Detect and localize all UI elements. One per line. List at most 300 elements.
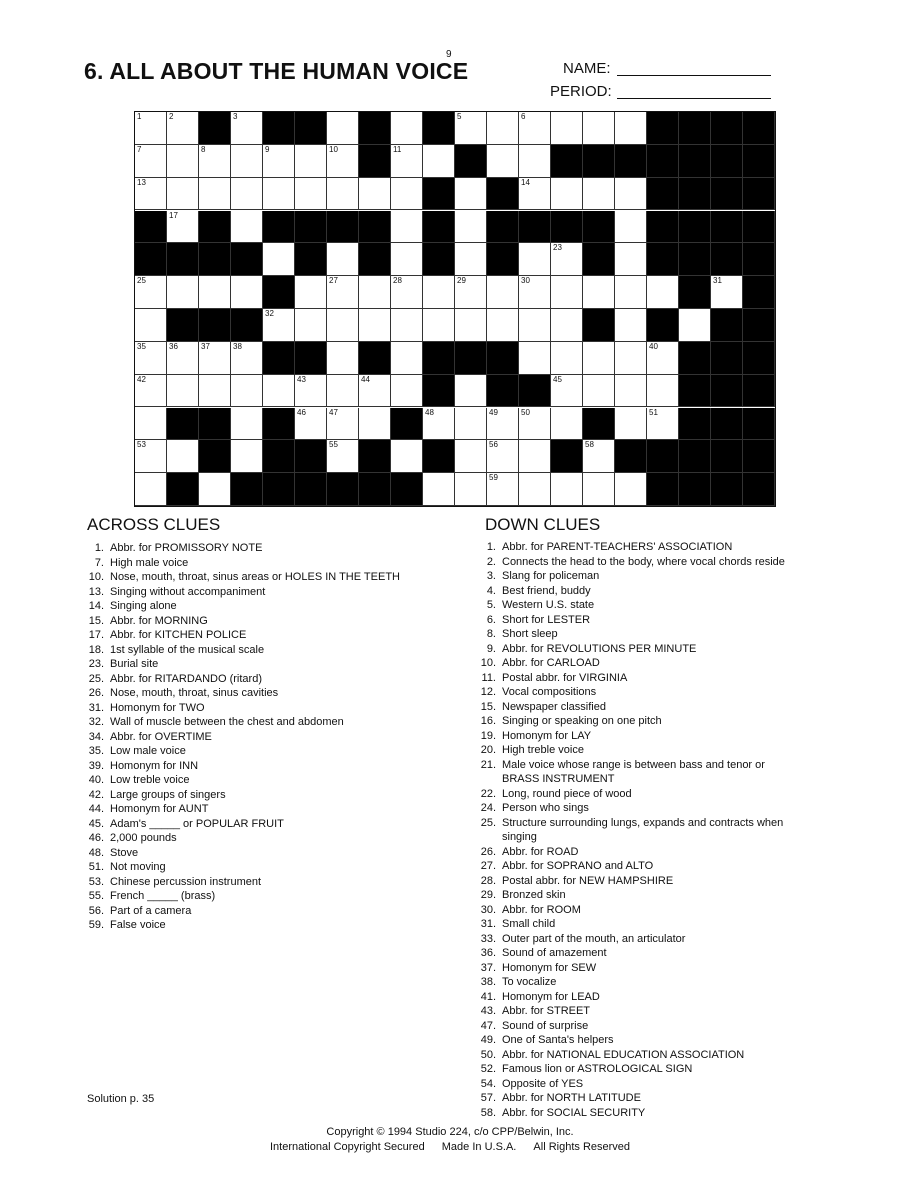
grid-cell[interactable] <box>455 211 487 244</box>
clue-item-text: Nose, mouth, throat, sinus areas or HOLES IN THE TEETH <box>110 571 400 583</box>
grid-cell[interactable] <box>615 473 647 506</box>
grid-cell[interactable] <box>167 440 199 473</box>
clue-item-text: Sound of amazement <box>502 947 607 959</box>
grid-cell[interactable] <box>455 440 487 473</box>
grid-cell[interactable] <box>519 342 551 375</box>
grid-cell[interactable] <box>551 473 583 506</box>
grid-cell[interactable] <box>231 342 263 375</box>
grid-cell[interactable] <box>167 375 199 408</box>
grid-block <box>263 342 295 375</box>
grid-cell[interactable] <box>135 440 167 473</box>
grid-cell[interactable] <box>135 342 167 375</box>
clue-item-number: 10. <box>88 571 104 583</box>
grid-cell[interactable] <box>551 309 583 342</box>
grid-cell[interactable] <box>583 178 615 211</box>
grid-cell[interactable] <box>455 243 487 276</box>
clue-item-number: 45. <box>88 817 104 830</box>
grid-cell[interactable] <box>327 309 359 342</box>
clue-item-number: 34. <box>88 730 104 743</box>
grid-cell[interactable] <box>135 145 167 178</box>
grid-cell[interactable] <box>167 276 199 309</box>
grid-cell[interactable] <box>583 440 615 473</box>
grid-cell[interactable] <box>263 375 295 408</box>
grid-block <box>743 309 775 342</box>
grid-cell[interactable] <box>615 342 647 375</box>
clue-number: 7 <box>137 144 142 154</box>
grid-block <box>583 211 615 244</box>
grid-cell[interactable] <box>167 211 199 244</box>
grid-cell[interactable] <box>423 145 455 178</box>
clue-item-number: 13. <box>88 585 104 598</box>
clue-item <box>474 1077 785 1092</box>
grid-cell[interactable] <box>391 440 423 473</box>
grid-cell[interactable] <box>679 309 711 342</box>
grid-block <box>359 440 391 473</box>
grid-cell[interactable] <box>391 276 423 309</box>
clue-number: 27 <box>329 276 338 286</box>
grid-cell[interactable] <box>135 408 167 441</box>
grid-cell[interactable] <box>327 112 359 145</box>
grid-cell[interactable] <box>455 276 487 309</box>
grid-block <box>711 473 743 506</box>
grid-cell[interactable] <box>231 178 263 211</box>
grid-cell[interactable] <box>551 243 583 276</box>
grid-cell[interactable] <box>519 408 551 441</box>
clue-item-text: Abbr. for SOCIAL SECURITY <box>502 1106 646 1119</box>
clue-item-number: 23. <box>88 658 104 670</box>
clue-item <box>474 932 785 947</box>
clue-item-text: Singing alone <box>110 600 177 612</box>
grid-block <box>711 309 743 342</box>
grid-cell[interactable] <box>295 375 327 408</box>
name-line[interactable] <box>617 75 771 76</box>
grid-cell[interactable] <box>615 408 647 441</box>
clue-number: 9 <box>265 144 270 154</box>
clue-item-text: Not moving <box>110 861 166 873</box>
grid-block <box>487 178 519 211</box>
grid-cell[interactable] <box>615 243 647 276</box>
clue-number: 2 <box>169 112 174 121</box>
grid-block <box>231 309 263 342</box>
grid-block <box>455 342 487 375</box>
grid-cell[interactable] <box>199 145 231 178</box>
copyright-line-2 <box>0 1140 900 1155</box>
grid-block <box>743 473 775 506</box>
grid-block <box>743 145 775 178</box>
clue-item-number: 17. <box>88 629 104 641</box>
clue-item-number: 38. <box>480 976 496 988</box>
clue-item-text: Best friend, buddy <box>502 584 591 597</box>
grid-cell[interactable] <box>487 408 519 441</box>
crossword-grid <box>134 111 776 507</box>
grid-block <box>199 112 231 145</box>
grid-cell[interactable] <box>199 375 231 408</box>
clue-item <box>474 1091 785 1106</box>
grid-block <box>295 342 327 375</box>
grid-cell[interactable] <box>423 309 455 342</box>
clue-number: 40 <box>649 341 658 351</box>
grid-block <box>519 375 551 408</box>
grid-cell[interactable] <box>391 145 423 178</box>
grid-cell[interactable] <box>199 178 231 211</box>
clue-item-text: Abbr. for OVERTIME <box>110 730 212 743</box>
clue-item <box>474 1048 785 1063</box>
grid-cell[interactable] <box>487 112 519 145</box>
grid-block <box>167 408 199 441</box>
clue-item-text: French _____ (brass) <box>110 890 216 902</box>
grid-block <box>295 112 327 145</box>
clue-item <box>474 975 785 990</box>
grid-block <box>519 211 551 244</box>
grid-cell[interactable] <box>487 473 519 506</box>
grid-block <box>647 112 679 145</box>
grid-block <box>711 440 743 473</box>
grid-cell[interactable] <box>263 178 295 211</box>
grid-cell[interactable] <box>583 375 615 408</box>
grid-block <box>743 178 775 211</box>
grid-cell[interactable] <box>231 440 263 473</box>
grid-cell[interactable] <box>231 408 263 441</box>
clue-item <box>82 860 400 875</box>
grid-cell[interactable] <box>295 145 327 178</box>
grid-block <box>423 211 455 244</box>
grid-block <box>263 211 295 244</box>
grid-cell[interactable] <box>327 145 359 178</box>
clue-number: 30 <box>521 276 530 286</box>
grid-block <box>263 473 295 506</box>
grid-cell[interactable] <box>391 211 423 244</box>
clue-item <box>82 802 400 817</box>
clue-item-number: 51. <box>88 861 104 873</box>
grid-cell[interactable] <box>551 342 583 375</box>
grid-block <box>647 211 679 244</box>
clue-item <box>474 598 785 613</box>
grid-cell[interactable] <box>327 375 359 408</box>
grid-cell[interactable] <box>647 276 679 309</box>
clue-item-number: 16. <box>480 715 496 727</box>
grid-cell[interactable] <box>199 276 231 309</box>
clue-item <box>474 656 785 671</box>
grid-cell[interactable] <box>327 276 359 309</box>
grid-cell[interactable] <box>391 342 423 375</box>
grid-block <box>647 440 679 473</box>
grid-cell[interactable] <box>167 342 199 375</box>
name-field[interactable] <box>563 60 611 77</box>
clue-number: 36 <box>169 341 178 351</box>
period-field[interactable] <box>550 83 612 100</box>
grid-cell[interactable] <box>583 473 615 506</box>
clue-item-number: 21. <box>480 758 496 771</box>
clue-item-number: 14. <box>88 600 104 612</box>
clue-number: 51 <box>649 407 658 417</box>
grid-cell[interactable] <box>263 309 295 342</box>
clue-number: 59 <box>489 473 498 483</box>
clue-item-number: 47. <box>480 1019 496 1032</box>
grid-cell[interactable] <box>551 276 583 309</box>
grid-cell[interactable] <box>487 276 519 309</box>
grid-cell[interactable] <box>167 178 199 211</box>
grid-block <box>711 145 743 178</box>
grid-cell[interactable] <box>263 145 295 178</box>
clue-item-number: 5. <box>486 599 496 611</box>
grid-block <box>583 243 615 276</box>
grid-block <box>199 408 231 441</box>
grid-cell[interactable] <box>359 276 391 309</box>
grid-cell[interactable] <box>615 375 647 408</box>
grid-cell[interactable] <box>711 276 743 309</box>
clue-item-number: 10. <box>480 657 496 669</box>
clue-item-number: 12. <box>480 686 496 698</box>
clue-number: 38 <box>233 341 242 351</box>
clue-item-text: Homonym for TWO <box>110 701 205 714</box>
grid-cell[interactable] <box>583 342 615 375</box>
grid-cell[interactable] <box>455 309 487 342</box>
clue-item <box>82 904 400 919</box>
grid-cell[interactable] <box>455 375 487 408</box>
clue-number: 53 <box>137 440 146 450</box>
grid-cell[interactable] <box>391 309 423 342</box>
clue-number: 23 <box>553 243 562 253</box>
clue-item-text: Wall of muscle between the chest and abdomen <box>110 716 344 728</box>
grid-cell[interactable] <box>391 112 423 145</box>
grid-cell[interactable] <box>135 473 167 506</box>
grid-cell[interactable] <box>327 408 359 441</box>
grid-block <box>583 309 615 342</box>
grid-block <box>423 342 455 375</box>
grid-cell[interactable] <box>327 342 359 375</box>
clue-item <box>474 990 785 1005</box>
grid-block <box>743 243 775 276</box>
grid-cell[interactable] <box>455 473 487 506</box>
grid-block <box>359 112 391 145</box>
grid-cell[interactable] <box>167 112 199 145</box>
grid-cell[interactable] <box>327 440 359 473</box>
clue-item <box>474 743 785 758</box>
clue-item-text: Structure surrounding lungs, expands and contracts when <box>502 816 784 829</box>
grid-cell[interactable] <box>199 473 231 506</box>
grid-block <box>263 112 295 145</box>
rights-reserved: All Rights Reserved <box>533 1141 631 1153</box>
clue-item <box>82 701 400 716</box>
grid-cell[interactable] <box>295 276 327 309</box>
clue-item-number: 4. <box>486 584 496 597</box>
clue-item-number: 37. <box>480 961 496 974</box>
clue-number: 44 <box>361 374 370 384</box>
grid-cell[interactable] <box>519 276 551 309</box>
clue-item-number: 50. <box>480 1048 496 1061</box>
clue-item <box>474 1019 785 1034</box>
clue-item-number: 22. <box>480 787 496 800</box>
grid-block <box>359 473 391 506</box>
grid-block <box>327 211 359 244</box>
clue-item-text: Stove <box>110 846 139 859</box>
grid-cell[interactable] <box>231 276 263 309</box>
grid-cell[interactable] <box>423 276 455 309</box>
clue-item-text: Abbr. for STREET <box>502 1005 591 1017</box>
grid-cell[interactable] <box>519 440 551 473</box>
grid-block <box>295 440 327 473</box>
grid-cell[interactable] <box>487 309 519 342</box>
grid-block <box>679 342 711 375</box>
period-line[interactable] <box>617 98 771 99</box>
clue-item <box>474 1062 785 1077</box>
grid-cell[interactable] <box>359 408 391 441</box>
grid-cell[interactable] <box>455 178 487 211</box>
clue-item-number: 54. <box>480 1077 496 1090</box>
clue-item <box>82 788 400 803</box>
clue-item-text: Slang for policeman <box>502 570 600 582</box>
grid-cell[interactable] <box>551 178 583 211</box>
clue-item-text: Abbr. for KITCHEN POLICE <box>110 629 247 641</box>
clue-item-number: 49. <box>480 1034 496 1046</box>
grid-cell[interactable] <box>391 375 423 408</box>
clue-item <box>474 540 785 555</box>
grid-cell[interactable] <box>519 243 551 276</box>
grid-cell[interactable] <box>487 440 519 473</box>
grid-cell[interactable] <box>199 342 231 375</box>
grid-cell[interactable] <box>295 178 327 211</box>
clue-item-number: 19. <box>480 729 496 742</box>
grid-cell[interactable] <box>295 309 327 342</box>
grid-block <box>167 309 199 342</box>
grid-cell[interactable] <box>263 243 295 276</box>
clue-item-text: To vocalize <box>502 976 557 988</box>
grid-cell[interactable] <box>583 112 615 145</box>
clue-number: 37 <box>201 341 210 351</box>
grid-block <box>391 408 423 441</box>
clue-item-text: Homonym for LEAD <box>502 990 600 1003</box>
grid-block <box>199 309 231 342</box>
clue-item <box>474 714 785 729</box>
clue-item-number: 57. <box>480 1092 496 1104</box>
grid-cell[interactable] <box>391 243 423 276</box>
clue-item-text: Part of a camera <box>110 904 192 917</box>
clue-item <box>82 875 400 890</box>
clue-item-text: 1st syllable of the musical scale <box>110 643 265 656</box>
grid-block <box>327 473 359 506</box>
grid-cell[interactable] <box>359 375 391 408</box>
grid-cell[interactable] <box>551 408 583 441</box>
grid-cell[interactable] <box>519 309 551 342</box>
grid-cell[interactable] <box>359 178 391 211</box>
clue-item <box>474 903 785 918</box>
clue-item-text: Abbr. for SOPRANO and ALTO <box>502 860 654 872</box>
clue-item <box>474 961 785 976</box>
grid-cell[interactable] <box>551 375 583 408</box>
clue-item-text: Abbr. for CARLOAD <box>502 657 600 669</box>
grid-cell[interactable] <box>423 408 455 441</box>
copyright-line-1: Copyright © 1994 Studio 224, c/o CPP/Belwin, Inc. <box>326 1126 574 1138</box>
clue-item-number: 30. <box>480 903 496 916</box>
clue-item-text: Famous lion or ASTROLOGICAL SIGN <box>502 1063 693 1075</box>
grid-cell[interactable] <box>231 375 263 408</box>
clue-item-text: Low treble voice <box>110 774 190 786</box>
grid-cell[interactable] <box>551 112 583 145</box>
grid-block <box>679 243 711 276</box>
clue-item-text: 2,000 pounds <box>110 832 177 844</box>
grid-cell[interactable] <box>135 276 167 309</box>
clue-item <box>474 700 785 715</box>
grid-cell[interactable] <box>327 178 359 211</box>
clue-item-text: Western U.S. state <box>502 599 595 611</box>
grid-block <box>423 178 455 211</box>
grid-block <box>359 243 391 276</box>
grid-cell[interactable] <box>487 145 519 178</box>
grid-cell[interactable] <box>167 145 199 178</box>
grid-cell[interactable] <box>615 276 647 309</box>
grid-cell[interactable] <box>455 112 487 145</box>
grid-cell[interactable] <box>295 408 327 441</box>
grid-cell[interactable] <box>231 211 263 244</box>
grid-block <box>167 473 199 506</box>
grid-block <box>487 243 519 276</box>
clue-item <box>82 657 400 672</box>
clue-number: 55 <box>329 440 338 450</box>
clue-item-number: 46. <box>88 832 104 844</box>
grid-cell[interactable] <box>519 178 551 211</box>
grid-cell[interactable] <box>391 178 423 211</box>
grid-cell[interactable] <box>615 112 647 145</box>
clue-item <box>82 643 400 658</box>
grid-block <box>487 342 519 375</box>
clue-number: 6 <box>521 112 526 121</box>
clue-item <box>474 642 785 657</box>
grid-block <box>423 243 455 276</box>
grid-cell[interactable] <box>327 243 359 276</box>
clue-item <box>474 845 785 860</box>
clue-item-text: Person who sings <box>502 802 589 814</box>
grid-block <box>551 145 583 178</box>
clue-item-text: Singing without accompaniment <box>110 585 266 598</box>
grid-block <box>743 375 775 408</box>
grid-cell[interactable] <box>647 342 679 375</box>
grid-cell[interactable] <box>423 473 455 506</box>
grid-cell[interactable] <box>135 112 167 145</box>
grid-cell[interactable] <box>615 211 647 244</box>
clue-item-text: BRASS INSTRUMENT <box>502 773 615 785</box>
grid-cell[interactable] <box>583 276 615 309</box>
clue-number: 31 <box>713 276 722 286</box>
grid-cell[interactable] <box>135 178 167 211</box>
grid-block <box>359 145 391 178</box>
clue-item <box>474 758 785 773</box>
grid-cell[interactable] <box>519 145 551 178</box>
grid-cell[interactable] <box>231 112 263 145</box>
grid-cell[interactable] <box>135 309 167 342</box>
clue-item-number: 39. <box>88 759 104 772</box>
grid-block <box>743 342 775 375</box>
clue-item-text: Abbr. for ROOM <box>502 903 581 916</box>
clue-item <box>474 569 785 584</box>
grid-cell[interactable] <box>455 408 487 441</box>
grid-cell[interactable] <box>615 178 647 211</box>
grid-cell[interactable] <box>519 112 551 145</box>
grid-cell[interactable] <box>647 375 679 408</box>
grid-cell[interactable] <box>231 145 263 178</box>
clue-item-number: 48. <box>88 846 104 859</box>
clue-number: 13 <box>137 177 146 187</box>
grid-cell[interactable] <box>615 309 647 342</box>
grid-cell[interactable] <box>519 473 551 506</box>
clue-item <box>82 599 400 614</box>
grid-block <box>583 145 615 178</box>
grid-cell[interactable] <box>647 408 679 441</box>
clue-item <box>82 831 400 846</box>
grid-block <box>487 375 519 408</box>
grid-cell[interactable] <box>135 375 167 408</box>
grid-cell[interactable] <box>359 309 391 342</box>
clue-item-text: Short sleep <box>502 628 558 640</box>
